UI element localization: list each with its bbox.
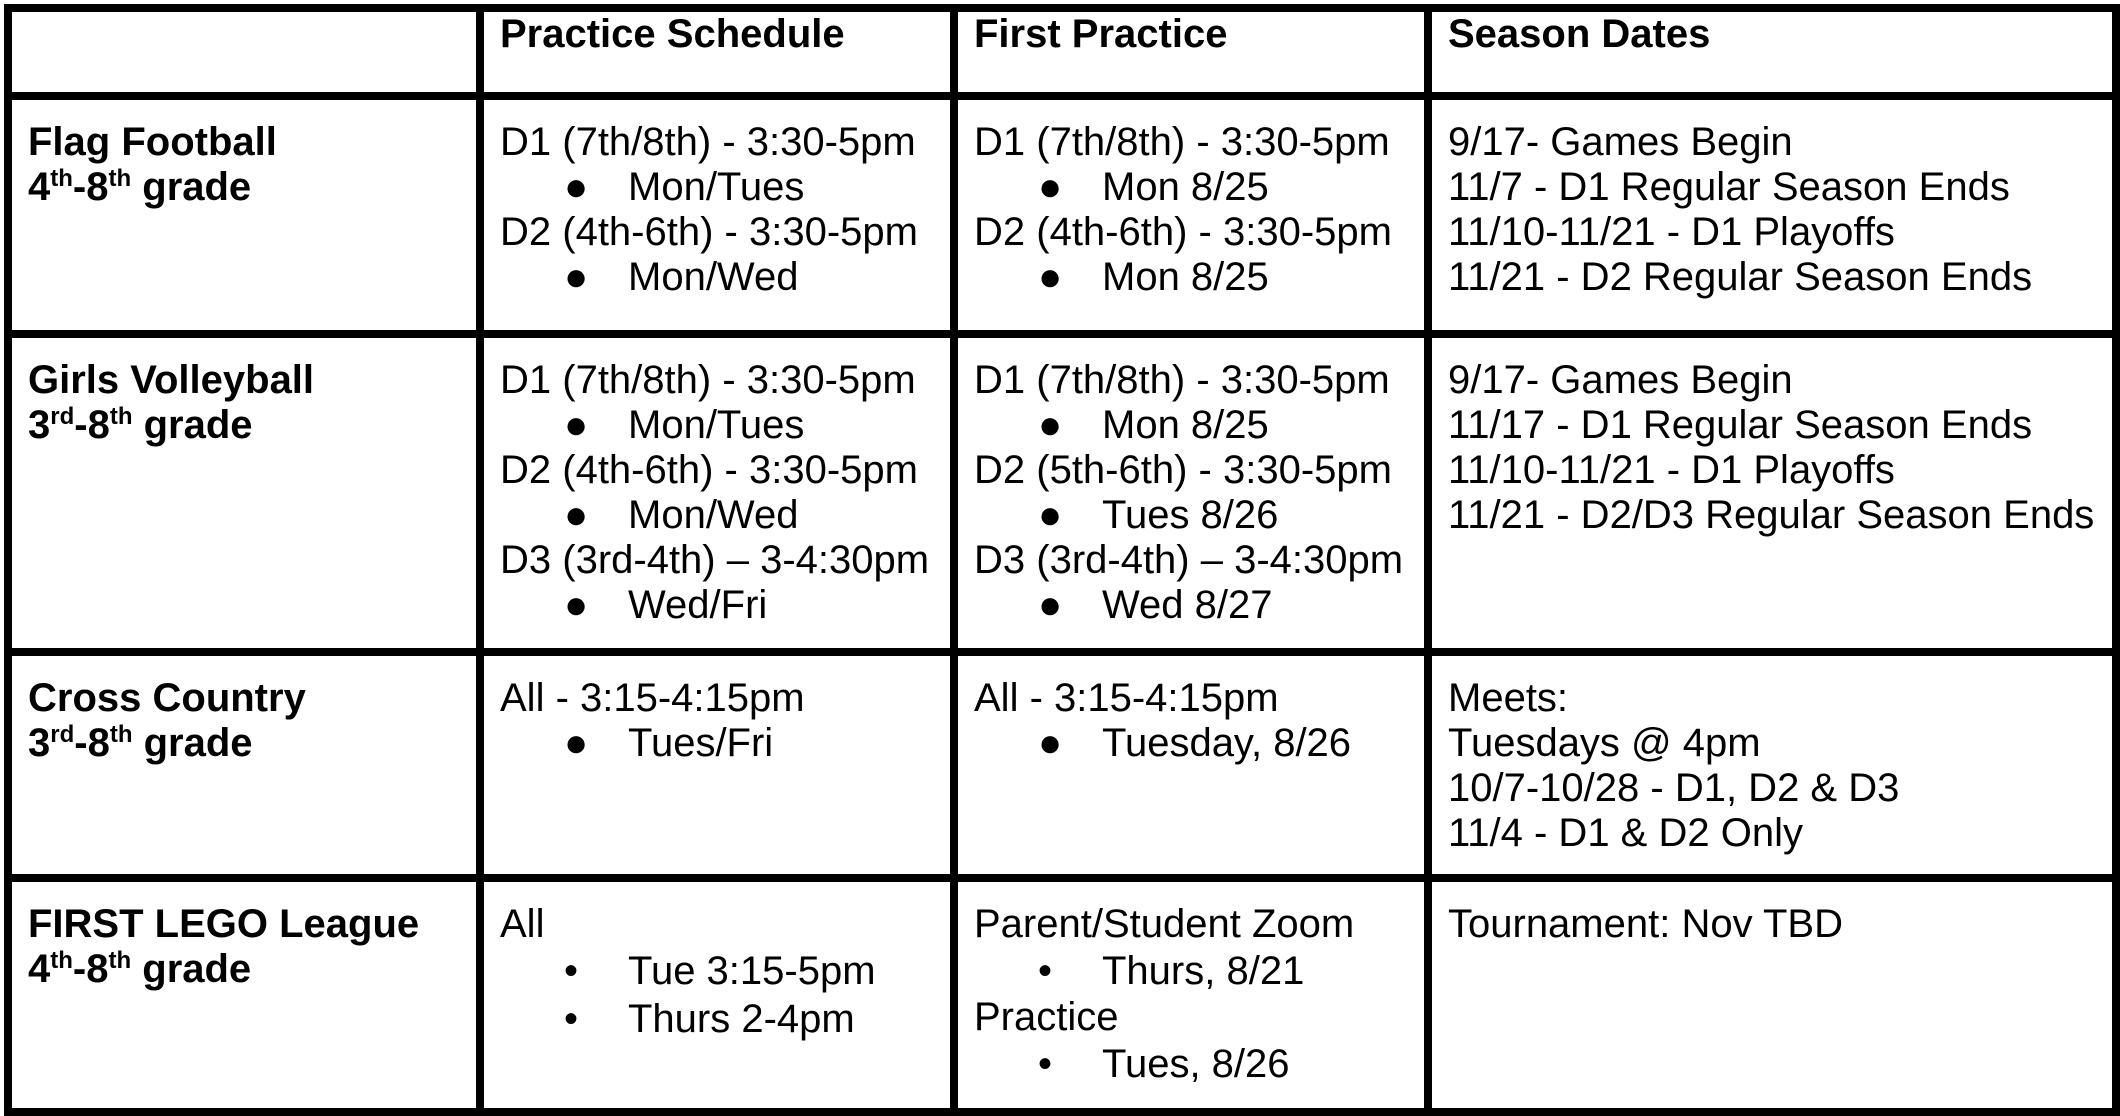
schedule-line: D1 (7th/8th) - 3:30-5pm [500, 120, 916, 164]
sport-grade: 3rd-8th grade [28, 721, 253, 765]
list-item: ● Tues/Fri [564, 721, 774, 765]
header-cell-empty [8, 8, 480, 96]
header-practice-schedule: Practice Schedule [480, 8, 954, 96]
list-item: • Tues, 8/26 [1038, 1042, 1290, 1086]
sport-name: FIRST LEGO League [28, 902, 420, 946]
bullet-icon: • [564, 997, 579, 1041]
schedule-line: D2 (4th-6th) - 3:30-5pm [500, 210, 918, 254]
season-line: 11/21 - D2/D3 Regular Season Ends [1448, 493, 2095, 537]
list-item: ● Mon/Wed [564, 255, 799, 299]
sport-name: Girls Volleyball [28, 358, 315, 402]
schedule-line: All - 3:15-4:15pm [500, 676, 805, 720]
bullet-icon: ● [564, 403, 589, 447]
sport-grade: 3rd-8th grade [28, 403, 253, 447]
bullet-icon: ● [564, 721, 589, 765]
bullet-icon: ● [1038, 493, 1063, 537]
season-line: 11/17 - D1 Regular Season Ends [1448, 403, 2033, 447]
list-item: ● Tues 8/26 [1038, 493, 1279, 537]
list-item: ● Tuesday, 8/26 [1038, 721, 1352, 765]
header-first-practice: First Practice [954, 8, 1428, 96]
sport-name: Cross Country [28, 676, 306, 720]
list-item: • Thurs, 8/21 [1038, 949, 1305, 993]
table-row-girls-volleyball [8, 334, 2116, 652]
table-row-flag-football [8, 96, 2116, 334]
season-line: 11/10-11/21 - D1 Playoffs [1448, 448, 1895, 492]
schedule-line: D1 (7th/8th) - 3:30-5pm [500, 358, 916, 402]
first-practice-cell [954, 878, 1428, 1112]
bullet-icon: • [1038, 1042, 1053, 1086]
table-row-cross-country [8, 652, 2116, 878]
bullet-icon: ● [1038, 583, 1063, 627]
list-item: ● Mon 8/25 [1038, 255, 1269, 299]
first-practice-cell [954, 96, 1428, 334]
practice-schedule-cell [480, 878, 954, 1112]
list-item: ● Mon 8/25 [1038, 403, 1269, 447]
schedule-line: D1 (7th/8th) - 3:30-5pm [974, 120, 1390, 164]
season-dates-cell [1428, 652, 2116, 878]
season-dates-cell [1428, 96, 2116, 334]
bullet-icon: ● [564, 583, 589, 627]
bullet-icon: ● [564, 255, 589, 299]
bullet-icon: • [1038, 949, 1053, 993]
practice-schedule-cell [480, 334, 954, 652]
table-row-first-lego-league [8, 878, 2116, 1112]
season-line: 11/21 - D2 Regular Season Ends [1448, 255, 2033, 299]
list-item: ● Mon/Tues [564, 165, 805, 209]
season-line: 9/17- Games Begin [1448, 120, 1793, 164]
list-item: ● Mon/Tues [564, 403, 805, 447]
practice-schedule-cell [480, 652, 954, 878]
first-practice-cell [954, 652, 1428, 878]
schedule-line: D1 (7th/8th) - 3:30-5pm [974, 358, 1390, 402]
first-practice-cell [954, 334, 1428, 652]
sport-grade: 4th-8th grade [28, 947, 252, 991]
header-row [8, 8, 2116, 96]
season-line: 11/4 - D1 & D2 Only [1448, 811, 1803, 855]
list-item: ● Wed 8/27 [1038, 583, 1273, 627]
bullet-icon: • [564, 949, 579, 993]
season-line: 11/7 - D1 Regular Season Ends [1448, 165, 2010, 209]
schedule-line: D3 (3rd-4th) – 3-4:30pm [500, 538, 930, 582]
list-item: • Thurs 2-4pm [564, 997, 855, 1041]
sport-cell [8, 334, 480, 652]
season-line: Tournament: Nov TBD [1448, 902, 1843, 946]
schedule-line: Practice [974, 995, 1119, 1039]
sport-cell [8, 96, 480, 334]
list-item: ● Mon/Wed [564, 493, 799, 537]
sport-cell [8, 652, 480, 878]
list-item: • Tue 3:15-5pm [564, 949, 876, 993]
season-dates-cell [1428, 334, 2116, 652]
season-line: 10/7-10/28 - D1, D2 & D3 [1448, 766, 1900, 810]
sports-schedule-table [4, 4, 2120, 1116]
season-line: Meets: [1448, 676, 1569, 720]
season-line: 9/17- Games Begin [1448, 358, 1793, 402]
schedule-line: D2 (5th-6th) - 3:30-5pm [974, 448, 1392, 492]
practice-schedule-cell [480, 96, 954, 334]
season-line: 11/10-11/21 - D1 Playoffs [1448, 210, 1895, 254]
season-dates-cell [1428, 878, 2116, 1112]
header-season-dates: Season Dates [1428, 8, 2116, 96]
schedule-line: D2 (4th-6th) - 3:30-5pm [974, 210, 1392, 254]
schedule-line: D2 (4th-6th) - 3:30-5pm [500, 448, 918, 492]
list-item: ● Wed/Fri [564, 583, 768, 627]
schedule-line: Parent/Student Zoom [974, 902, 1355, 946]
sport-name: Flag Football [28, 120, 277, 164]
schedule-line: All [500, 902, 545, 946]
list-item: ● Mon 8/25 [1038, 165, 1269, 209]
sport-grade: 4th-8th grade [28, 165, 252, 209]
bullet-icon: ● [1038, 721, 1063, 765]
season-line: Tuesdays @ 4pm [1448, 721, 1761, 765]
schedule-line: All - 3:15-4:15pm [974, 676, 1279, 720]
sport-cell [8, 878, 480, 1112]
bullet-icon: ● [1038, 165, 1063, 209]
bullet-icon: ● [1038, 255, 1063, 299]
schedule-line: D3 (3rd-4th) – 3-4:30pm [974, 538, 1404, 582]
bullet-icon: ● [564, 165, 589, 209]
bullet-icon: ● [564, 493, 589, 537]
bullet-icon: ● [1038, 403, 1063, 447]
